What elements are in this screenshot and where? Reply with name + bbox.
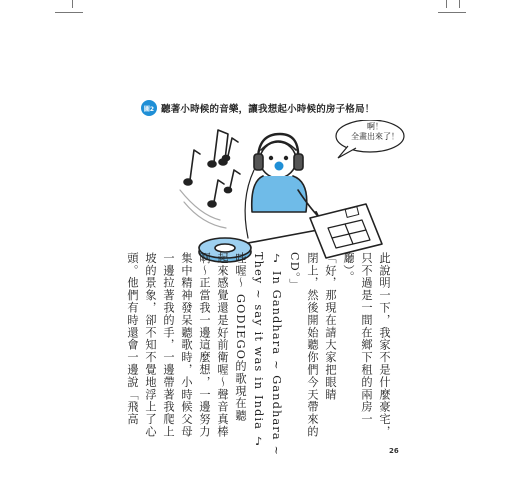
crop-mark-top-left-v	[72, 0, 73, 8]
figure-caption: 聽著小時候的音樂，讓我想起小時候的房子格局！	[161, 104, 375, 115]
text-column-12: 集中精神發呆聽歌時，小時候父母	[180, 252, 193, 438]
crop-mark-top-right-v2	[459, 0, 460, 8]
text-column-10: 起來感覺還是好前衛喔～聲音真棒	[216, 252, 229, 438]
text-column-14: 坡的景象，卻不知不覺地浮上了心	[144, 252, 157, 438]
text-column-1: 此說明一下，我家不是什麼豪宅，	[378, 252, 391, 438]
floor-plan-drawing	[310, 204, 382, 258]
text-column-7: ♪ In Gandhara ~ Gandhara ~	[270, 252, 283, 457]
text-column-5: 閉上，然後開始聽你們今天帶來的	[306, 252, 319, 438]
crop-mark-top-left-h	[55, 12, 83, 13]
text-column-8: They ~ say it was in India ♪	[252, 252, 265, 450]
text-column-3: 廳）。	[342, 252, 355, 284]
page-number: 26	[389, 447, 399, 455]
crop-mark-top-right-v	[446, 0, 447, 8]
text-column-4: 「好，那現在請大家把眼睛	[324, 252, 337, 401]
text-column-11: 啊～正當我一邊這麼想，一邊努力	[198, 252, 211, 438]
text-column-13: 一邊拉著我的手，一邊帶著我爬上	[162, 252, 175, 438]
figure-badge: 圖2	[141, 100, 157, 116]
text-column-2: 只不過是一間在鄉下租的兩房一	[360, 252, 373, 426]
text-column-15: 頭。他們有時還會一邊說「飛高	[126, 252, 139, 426]
crop-mark-top-right-h	[438, 12, 466, 13]
text-column-6: CD。」	[288, 252, 301, 292]
speech-bubble-line-1: 啊！	[367, 122, 383, 131]
music-notes-icon	[184, 130, 240, 207]
speech-bubble-line-2: 全畫出來了！	[351, 132, 399, 141]
text-column-9: 哇喔～ GODIEGO的歌現在聽	[234, 252, 247, 423]
